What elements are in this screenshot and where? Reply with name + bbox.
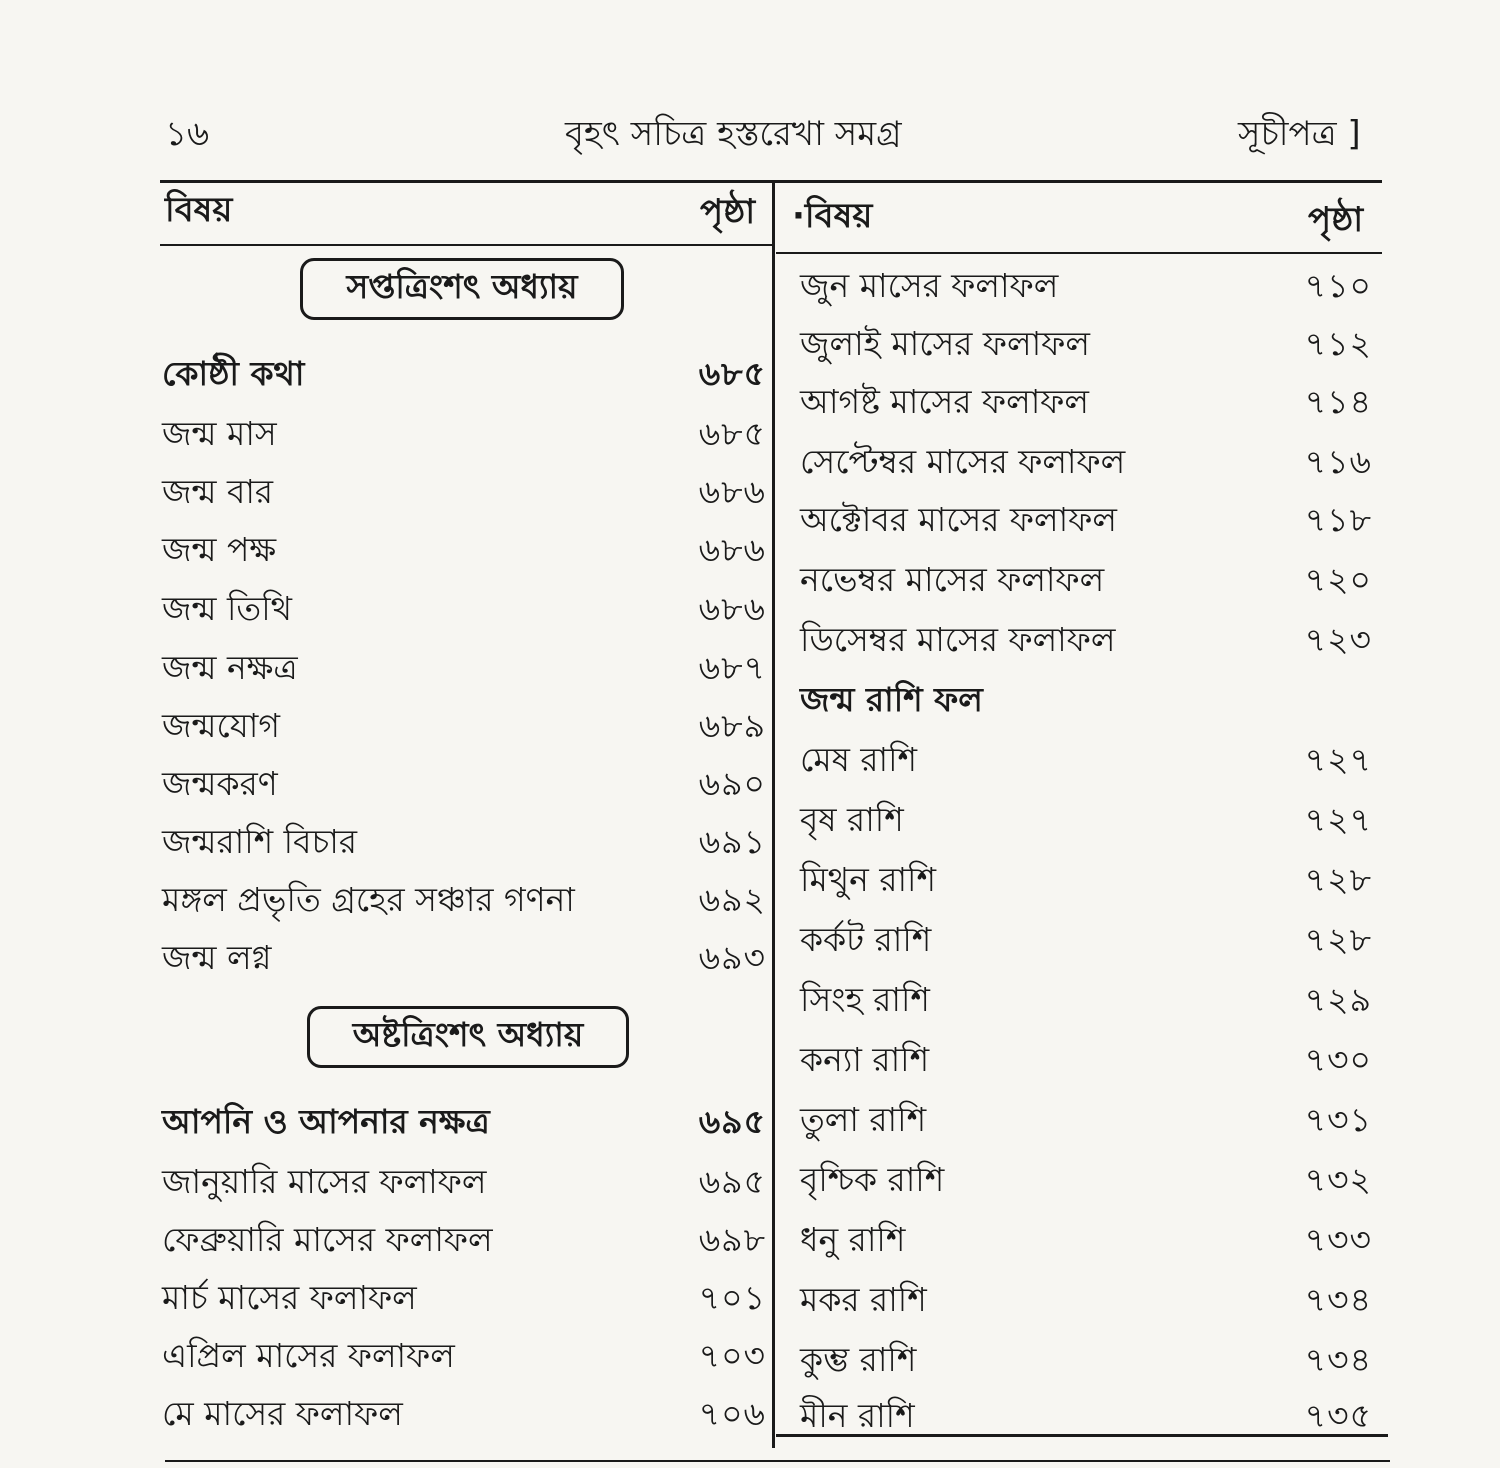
entry-subject: জুন মাসের ফলাফল xyxy=(800,266,1059,305)
entry-subject: জানুয়ারি মাসের ফলাফল xyxy=(162,1162,487,1201)
toc-entry xyxy=(800,1274,1372,1318)
toc-entry xyxy=(800,734,1372,778)
entry-page: ৭৩৪ xyxy=(1304,1340,1372,1379)
chapter-37-heading: সপ্তত্রিংশৎ অধ্যায় xyxy=(300,258,624,320)
entry-page: ৬৯৫ xyxy=(698,1102,766,1141)
entry-subject: জন্ম নক্ষত্র xyxy=(162,648,298,687)
entry-page: ৭২৭ xyxy=(1304,800,1372,839)
toc-entry xyxy=(162,1156,766,1200)
toc-entry xyxy=(800,914,1372,958)
entry-subject: আপনি ও আপনার নক্ষত্র xyxy=(162,1102,490,1141)
toc-entry xyxy=(800,318,1372,362)
toc-entry xyxy=(800,614,1372,658)
entry-subject: ডিসেম্বর মাসের ফলাফল xyxy=(800,620,1116,659)
entry-page: ৭২০ xyxy=(1304,560,1372,599)
entry-subject: জন্ম তিথি xyxy=(162,589,293,628)
entry-page: ৭১৪ xyxy=(1304,382,1372,421)
toc-entry xyxy=(162,466,766,510)
entry-page: ৭২৯ xyxy=(1304,980,1372,1019)
toc-entry xyxy=(800,794,1372,838)
entry-subject: কুম্ভ রাশি xyxy=(800,1340,917,1379)
entry-subject: মঙ্গল প্রভৃতি গ্রহের সঞ্চার গণনা xyxy=(162,880,575,919)
toc-entry xyxy=(162,758,766,802)
entry-page: ৬৯৫ xyxy=(698,1162,766,1201)
entry-subject: তুলা রাশি xyxy=(800,1100,927,1139)
toc-entry xyxy=(162,1388,766,1432)
entry-subject: বৃষ রাশি xyxy=(800,800,904,839)
entry-page: ৬৯৮ xyxy=(698,1220,766,1259)
entry-page: ৭৩৩ xyxy=(1304,1220,1372,1259)
toc-entry xyxy=(162,408,766,452)
toc-entry xyxy=(162,1272,766,1316)
toc-entry xyxy=(162,583,766,627)
entry-page: ৭১৮ xyxy=(1304,500,1372,539)
right-header-rule xyxy=(776,252,1382,254)
entry-subject: ফেব্রুয়ারি মাসের ফলাফল xyxy=(162,1220,493,1259)
entry-page: ৭১০ xyxy=(1304,266,1372,305)
toc-entry xyxy=(800,376,1372,420)
entry-subject: জন্ম লগ্ন xyxy=(162,938,272,977)
chapter-38-heading: অষ্টত্রিংশৎ অধ্যায় xyxy=(307,1006,629,1068)
entry-page: ৬৯১ xyxy=(698,822,766,861)
entry-subject: জুলাই মাসের ফলাফল xyxy=(800,324,1090,363)
left-header-rule xyxy=(160,244,774,246)
toc-entry xyxy=(800,260,1372,304)
page-number: ১৬ xyxy=(165,114,210,154)
entry-page: ৭৩০ xyxy=(1304,1040,1372,1079)
toc-entry xyxy=(800,854,1372,898)
toc-entry xyxy=(162,874,766,918)
entry-page: ৭২৮ xyxy=(1304,920,1372,959)
entry-subject: কন্যা রাশি xyxy=(800,1040,930,1079)
entry-subject: মার্চ মাসের ফলাফল xyxy=(162,1278,417,1317)
section-label: সূচীপত্র ] xyxy=(1238,114,1361,154)
entry-subject: জন্মযোগ xyxy=(162,706,280,745)
right-subject-heading: ·বিষয় xyxy=(792,196,873,236)
column-divider xyxy=(772,180,775,1448)
entry-page: ৭৩২ xyxy=(1304,1160,1372,1199)
entry-page: ৬৮৬ xyxy=(698,589,766,628)
entry-page: ৬৯০ xyxy=(698,764,766,803)
toc-entry xyxy=(800,1034,1372,1078)
entry-page: ৭১২ xyxy=(1304,324,1372,363)
entry-page: ৭০১ xyxy=(698,1278,766,1317)
entry-subject: কর্কট রাশি xyxy=(800,920,932,959)
toc-entry xyxy=(162,348,766,392)
toc-entry xyxy=(162,932,766,976)
entry-page: ৬৯৩ xyxy=(698,938,766,977)
entry-page: ৭২৭ xyxy=(1304,740,1372,779)
entry-subject: জন্ম রাশি ফল xyxy=(800,680,983,719)
entry-subject: এপ্রিল মাসের ফলাফল xyxy=(162,1336,455,1375)
top-rule xyxy=(160,180,1382,183)
toc-entry xyxy=(800,1214,1372,1258)
entry-subject: জন্ম পক্ষ xyxy=(162,530,277,569)
entry-subject: সেপ্টেম্বর মাসের ফলাফল xyxy=(800,442,1126,481)
entry-subject: আগষ্ট মাসের ফলাফল xyxy=(800,382,1089,421)
toc-entry xyxy=(162,524,766,568)
entry-subject: নভেম্বর মাসের ফলাফল xyxy=(800,560,1105,599)
entry-page: ৭৩১ xyxy=(1304,1100,1372,1139)
entry-page: ৭২৩ xyxy=(1304,620,1372,659)
entry-page: ৬৮৫ xyxy=(698,354,766,393)
entry-page: ৬৮৭ xyxy=(698,648,766,687)
toc-entry xyxy=(800,1094,1372,1138)
right-page-heading: পৃষ্ঠা xyxy=(1308,200,1364,240)
entry-page: ৭১৬ xyxy=(1304,442,1372,481)
toc-entry xyxy=(162,1214,766,1258)
entry-subject: কোষ্ঠী কথা xyxy=(162,354,305,393)
entry-subject: মীন রাশি xyxy=(800,1396,915,1435)
entry-subject: বৃশ্চিক রাশি xyxy=(800,1160,945,1199)
toc-entry xyxy=(800,1390,1372,1434)
entry-page: ৬৮৬ xyxy=(698,530,766,569)
left-subject-heading: বিষয় xyxy=(165,190,233,230)
toc-entry xyxy=(800,1154,1372,1198)
toc-entry xyxy=(800,554,1372,598)
entry-subject: মেষ রাশি xyxy=(800,740,918,779)
left-page-heading: পৃষ্ঠা xyxy=(700,192,756,232)
bottom-rule xyxy=(165,1460,1390,1462)
entry-subject: জন্ম বার xyxy=(162,472,274,511)
entry-subject: জন্মরাশি বিচার xyxy=(162,822,358,861)
toc-entry xyxy=(162,1330,766,1374)
entry-subject: অক্টোবর মাসের ফলাফল xyxy=(800,500,1117,539)
toc-subheading xyxy=(800,674,1372,718)
entry-page: ৬৮৯ xyxy=(698,706,766,745)
book-title: বৃহৎ সচিত্র হস্তরেখা সমগ্র xyxy=(565,114,902,154)
entry-page: ৭৩৫ xyxy=(1304,1396,1372,1435)
entry-page: ৭২৮ xyxy=(1304,860,1372,899)
entry-page: ৬৮৫ xyxy=(698,414,766,453)
entry-page: ৭৩৪ xyxy=(1304,1280,1372,1319)
entry-subject: মিথুন রাশি xyxy=(800,860,937,899)
toc-entry xyxy=(800,494,1372,538)
toc-entry xyxy=(162,816,766,860)
entry-page: ৭০৩ xyxy=(698,1336,766,1375)
toc-entry xyxy=(162,642,766,686)
entry-page: ৬৯২ xyxy=(698,880,766,919)
entry-subject: জন্ম মাস xyxy=(162,414,277,453)
entry-subject: সিংহ রাশি xyxy=(800,980,930,1019)
entry-page: ৬৮৬ xyxy=(698,472,766,511)
entry-page: ৭০৬ xyxy=(698,1394,766,1433)
entry-subject: মে মাসের ফলাফল xyxy=(162,1394,403,1433)
toc-entry xyxy=(800,1334,1372,1378)
entry-subject: মকর রাশি xyxy=(800,1280,927,1319)
toc-entry xyxy=(162,1096,766,1140)
entry-subject: জন্মকরণ xyxy=(162,764,278,803)
entry-subject: ধনু রাশি xyxy=(800,1220,906,1259)
toc-entry xyxy=(162,700,766,744)
toc-entry xyxy=(800,974,1372,1018)
toc-entry xyxy=(800,436,1372,480)
